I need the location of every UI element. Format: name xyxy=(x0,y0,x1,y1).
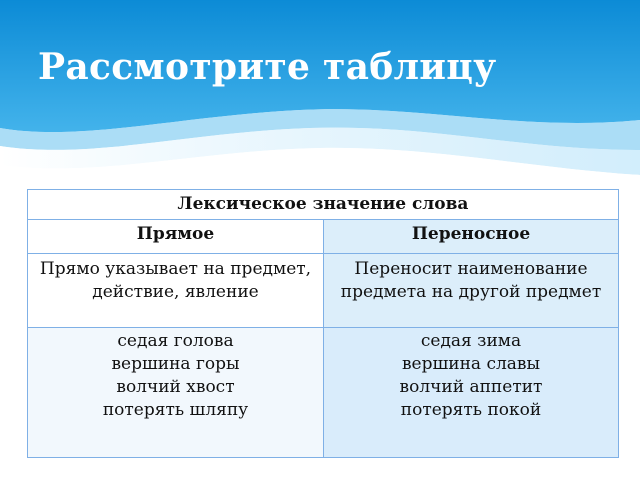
example-direct-4: потерять шляпу xyxy=(102,400,249,420)
description-direct: Прямо указывает на предмет, действие, явление xyxy=(28,254,324,328)
slide-title: Рассмотрите таблицу xyxy=(38,46,497,88)
column-title-figurative: Переносное xyxy=(324,220,619,254)
example-figurative-1: седая зима xyxy=(420,331,522,351)
example-figurative-3: волчий аппетит xyxy=(399,377,543,397)
description-figurative: Переносит наименование предмета на другой предмет xyxy=(324,254,619,328)
example-figurative-4: потерять покой xyxy=(400,400,542,420)
table-header-cell: Лексическое значение слова xyxy=(28,190,619,220)
column-titles-row xyxy=(28,220,619,254)
examples-direct xyxy=(28,328,324,458)
lexical-meaning-table xyxy=(27,189,619,458)
example-direct-1: седая голова xyxy=(117,331,234,351)
example-figurative-2: вершина славы xyxy=(401,354,541,374)
descriptions-row xyxy=(28,254,619,328)
examples-figurative xyxy=(324,328,619,458)
example-direct-2: вершина горы xyxy=(111,354,240,374)
column-title-direct: Прямое xyxy=(28,220,324,254)
examples-row xyxy=(28,328,619,458)
example-direct-3: волчий хвост xyxy=(116,377,235,397)
table-header-row xyxy=(28,190,619,220)
header-background xyxy=(0,0,640,180)
